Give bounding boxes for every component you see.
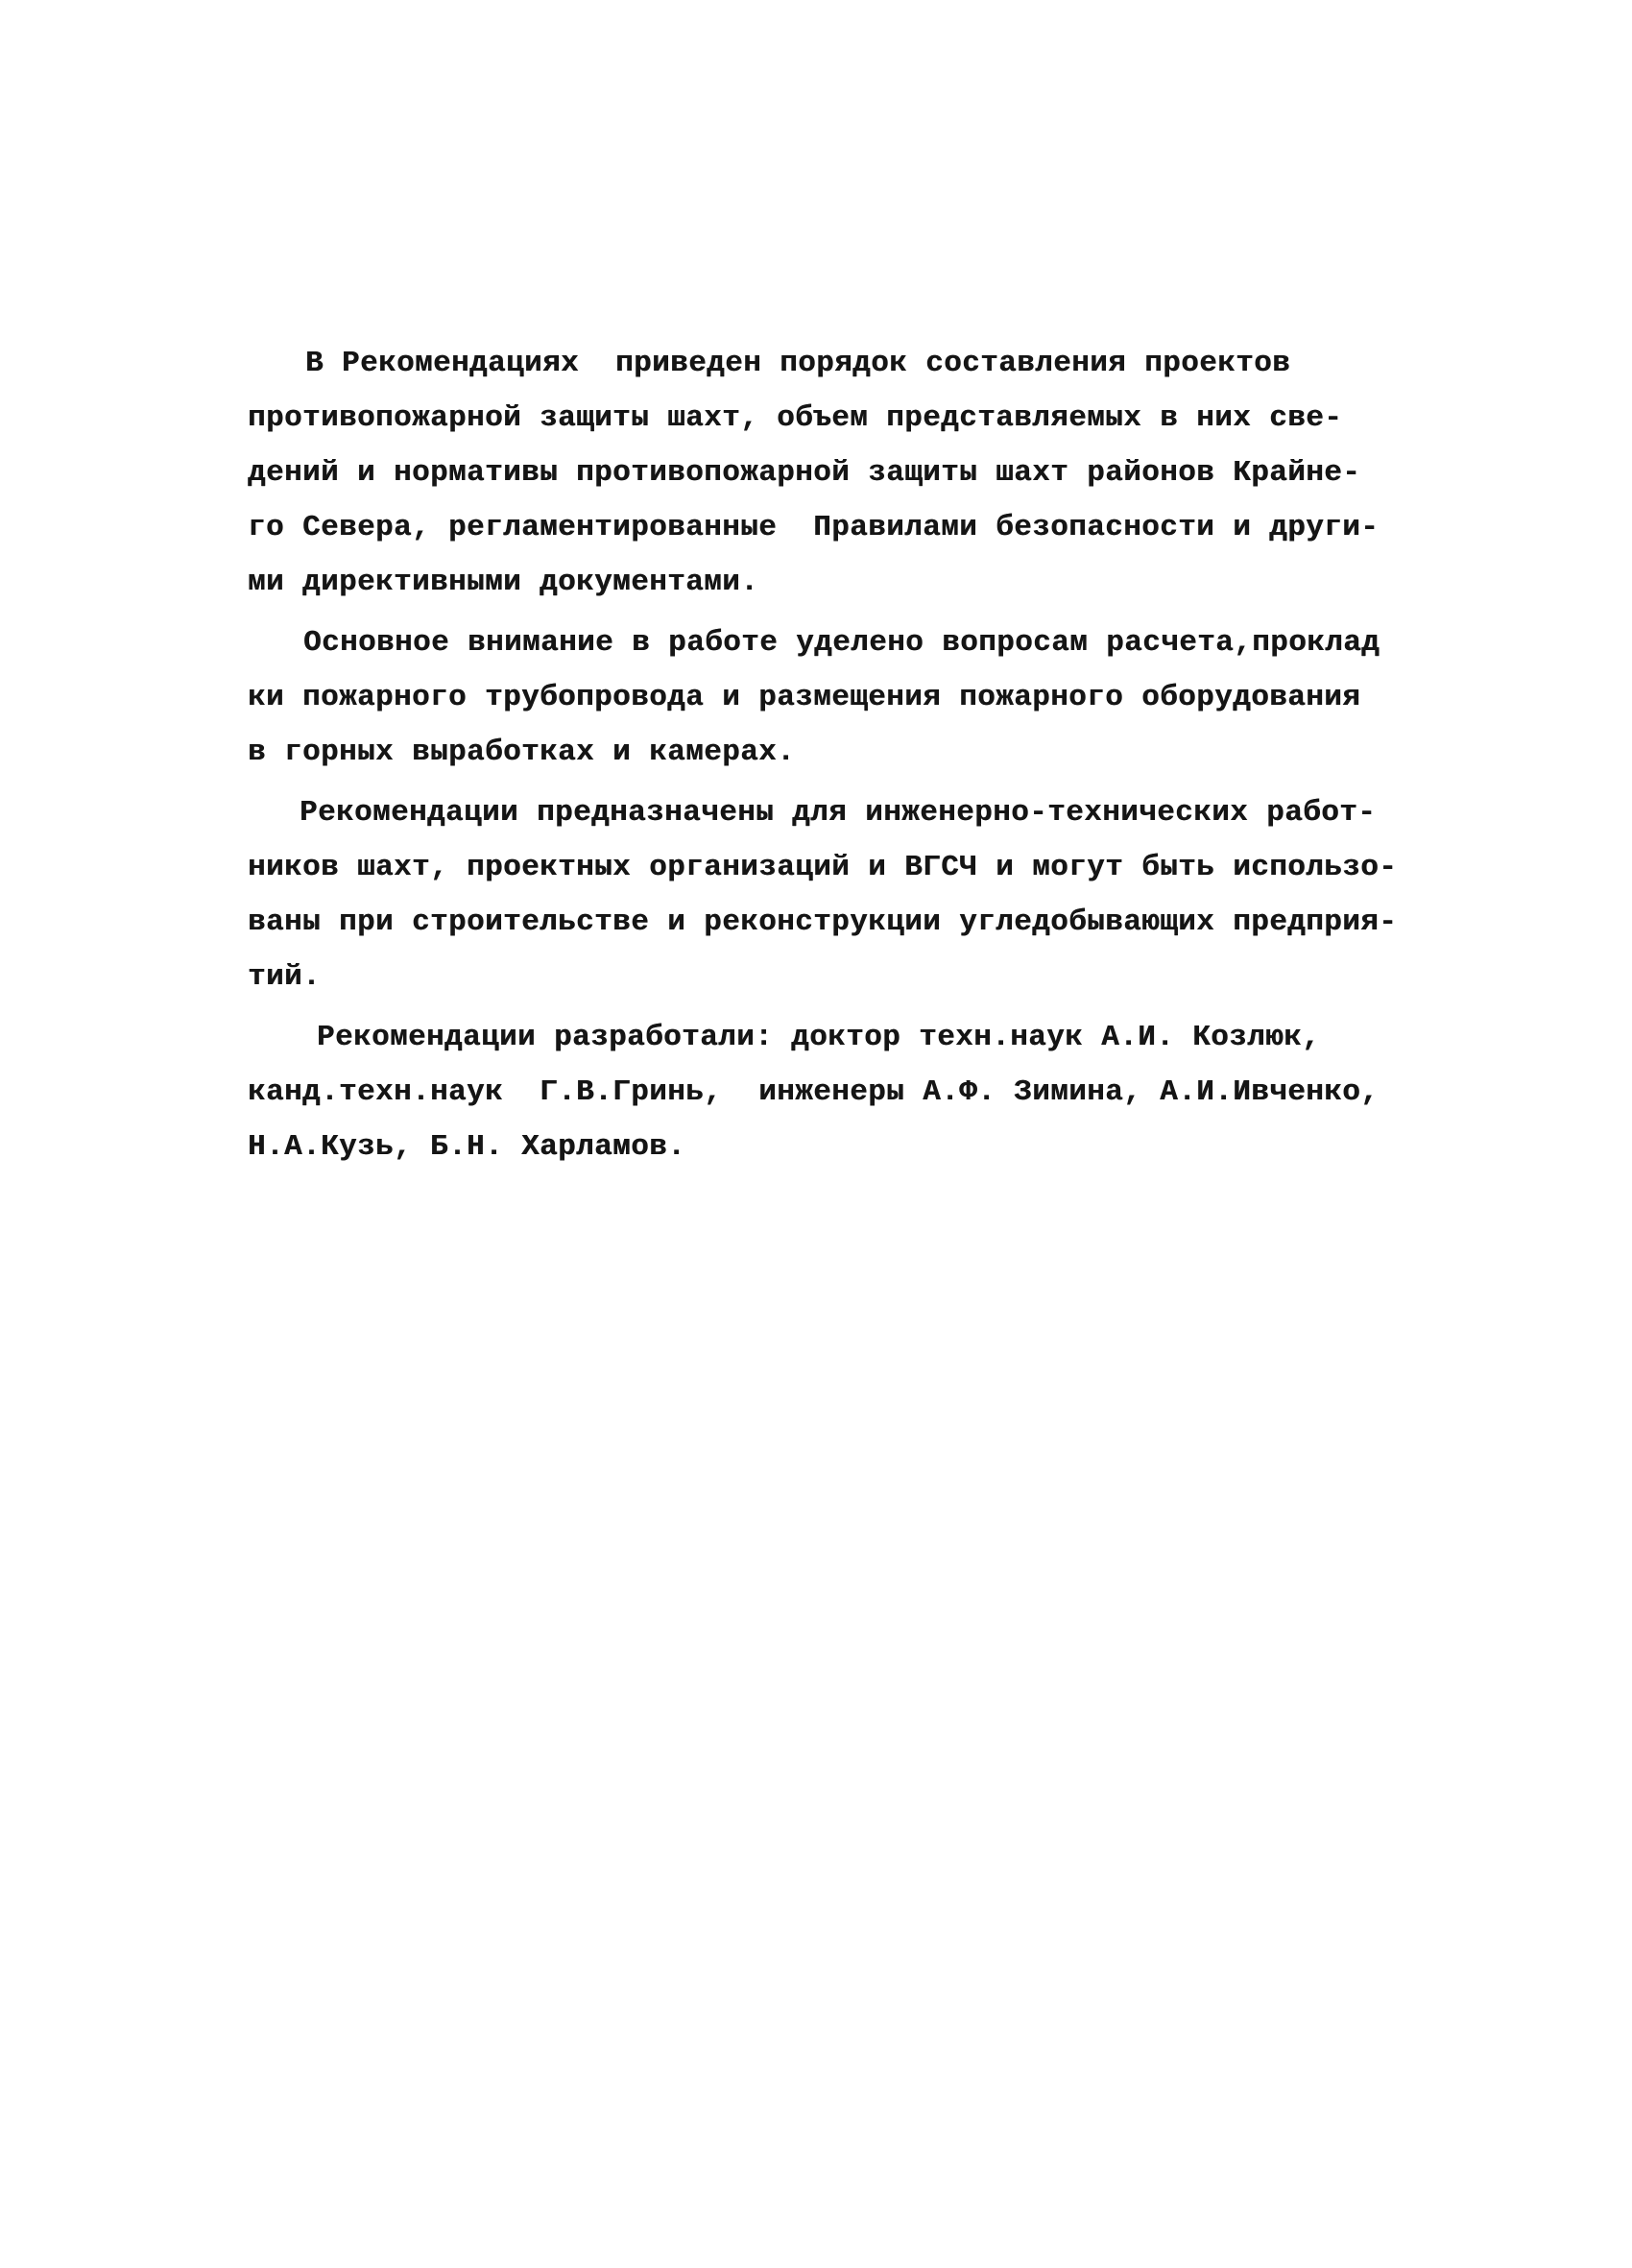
text-line: дений и нормативы противопожарной защиты шахт районов Крайне- bbox=[248, 456, 1361, 490]
document-body bbox=[248, 336, 1400, 1174]
text-line: го Севера, регламентированные Правилами безопасности и други- bbox=[248, 511, 1380, 544]
text-line: канд.техн.наук Г.В.Гринь, инженеры А.Ф. Зимина, А.И.Ивченко, bbox=[248, 1075, 1380, 1109]
text-line: Рекомендации разработали: доктор техн.наук А.И. Козлюк, bbox=[317, 1021, 1321, 1054]
text-line: Рекомендации предназначены для инженерно-технических работ- bbox=[300, 796, 1377, 830]
text-line: противопожарной защиты шахт, объем представляемых в них све- bbox=[248, 401, 1343, 435]
text-line: Основное внимание в работе уделено вопросам расчета,проклад bbox=[303, 626, 1380, 660]
paragraph-audience bbox=[248, 785, 1400, 1004]
text-line: Н.А.Кузь, Б.Н. Харламов. bbox=[248, 1130, 686, 1164]
text-line: ки пожарного трубопровода и размещения пожарного оборудования bbox=[248, 681, 1361, 714]
text-line: ваны при строительстве и реконструкции угледобывающих предприя- bbox=[248, 905, 1398, 939]
text-line: в горных выработках и камерах. bbox=[248, 736, 796, 769]
text-line: ников шахт, проектных организаций и ВГСЧ и могут быть использо- bbox=[248, 851, 1398, 884]
text-line: В Рекомендациях приведен порядок составления проектов bbox=[305, 347, 1291, 380]
paragraph-authors bbox=[248, 1010, 1400, 1174]
text-line: тий. bbox=[248, 960, 322, 994]
text-line: ми директивными документами. bbox=[248, 566, 759, 599]
paragraph-overview bbox=[248, 336, 1400, 610]
paragraph-focus bbox=[248, 615, 1400, 780]
